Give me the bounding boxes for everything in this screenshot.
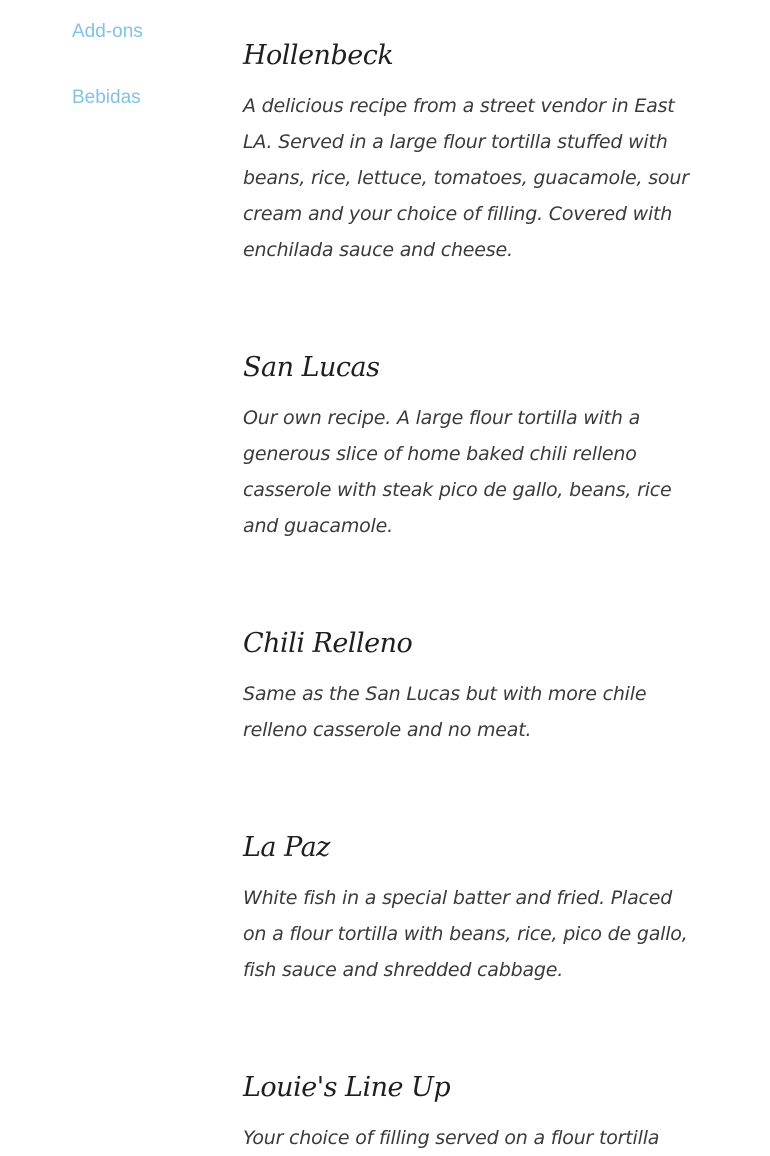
menu-item-description: Your choice of filling served on a flour tortilla bbox=[243, 1127, 660, 1149]
menu-item-hollenbeck bbox=[243, 38, 693, 268]
sidebar-link-bebidas[interactable]: Bebidas bbox=[72, 87, 141, 108]
menu-item-title: Louie's Line Up bbox=[243, 1072, 451, 1103]
menu-item-title: Chili Relleno bbox=[243, 628, 413, 659]
menu-item-title: La Paz bbox=[243, 832, 330, 863]
menu-item-description: A delicious recipe from a street vendor in East LA. Served in a large flour tortilla stuffed with beans, rice, lettuce, tomatoes, guacamole, sour cream and your choice of filling. Covered with enchilada sauce and cheese. bbox=[243, 95, 689, 261]
menu-item-title: San Lucas bbox=[243, 352, 380, 383]
menu-item-title: Hollenbeck bbox=[243, 40, 394, 71]
menu-item-san-lucas bbox=[243, 350, 693, 544]
menu-item-description: Same as the San Lucas but with more chile relleno casserole and no meat. bbox=[243, 683, 647, 741]
menu-item-chili-relleno bbox=[243, 626, 693, 748]
sidebar-link-add-ons[interactable]: Add-ons bbox=[72, 21, 143, 42]
menu-item-la-paz bbox=[243, 830, 693, 988]
menu-item-louies-line-up bbox=[243, 1070, 693, 1156]
category-sidebar bbox=[72, 18, 222, 150]
menu-item-description: Our own recipe. A large flour tortilla with a generous slice of home baked chili relleno casserole with steak pico de gallo, beans, rice and guacamole. bbox=[243, 407, 672, 537]
menu-item-description: White fish in a special batter and fried. Placed on a flour tortilla with beans, rice, pico de gallo, fish sauce and shredded cabbage. bbox=[243, 887, 688, 981]
